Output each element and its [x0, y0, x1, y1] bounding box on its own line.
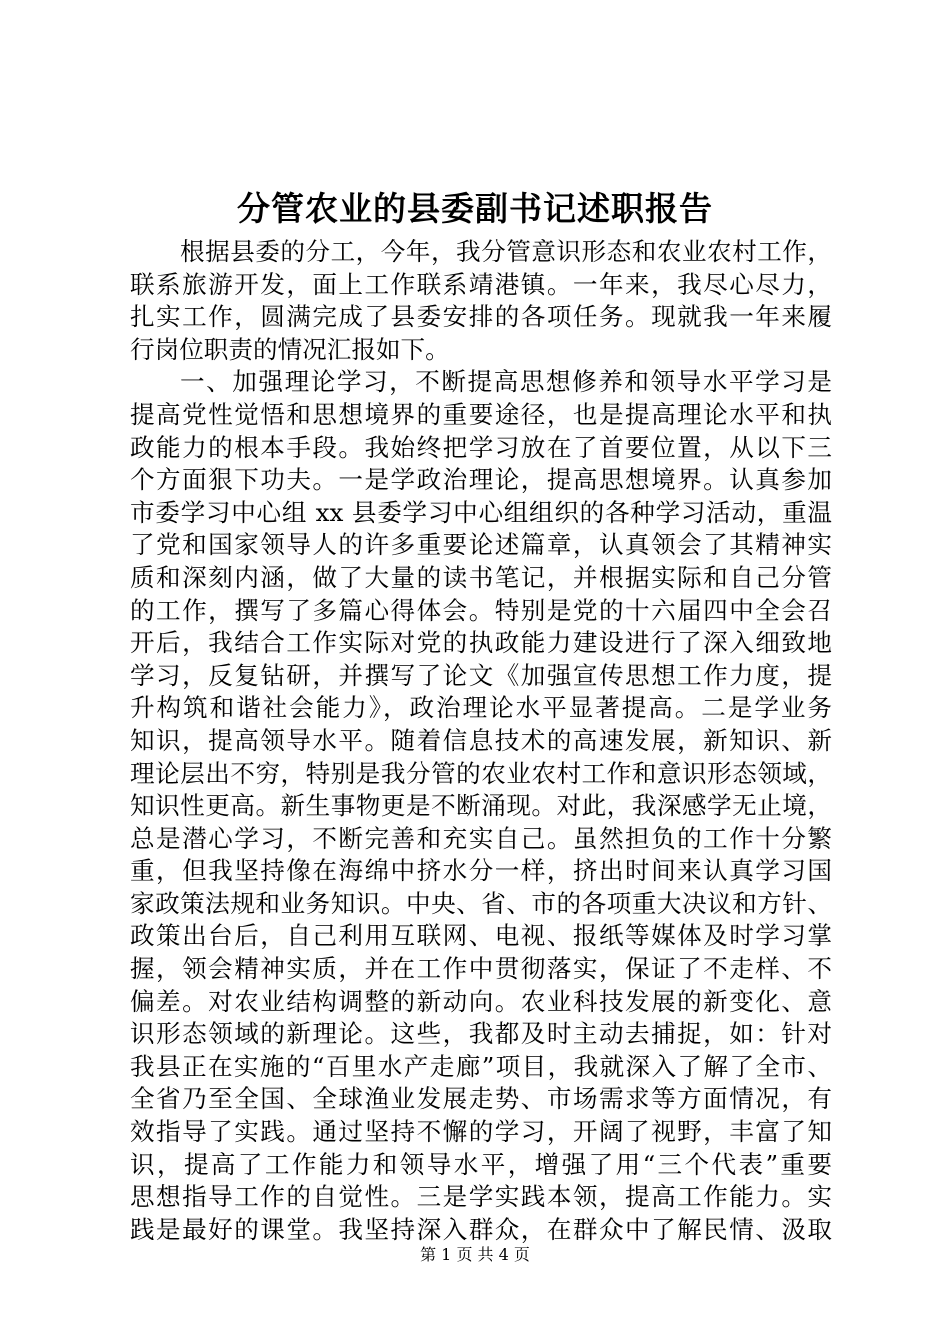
body-line: 联系旅游开发，面上工作联系靖港镇。一年来，我尽心尽力， — [130, 269, 832, 299]
body-line: 质和深刻内涵，做了大量的读书笔记，并根据实际和自己分管 — [130, 562, 832, 592]
body-line: 行岗位职责的情况汇报如下。 — [130, 334, 450, 364]
body-line: 知识性更高。新生事物更是不断涌现。对此，我深感学无止境， — [130, 791, 832, 821]
body-line: 的工作，撰写了多篇心得体会。特别是党的十六届四中全会召 — [130, 595, 832, 625]
body-line: 个方面狠下功夫。一是学政治理论，提高思想境界。认真参加 — [130, 465, 832, 495]
page-footer: 第 1 页 共 4 页 — [420, 1245, 530, 1264]
body-line: 学习，反复钻研，并撰写了论文《加强宣传思想工作力度，提 — [130, 660, 832, 690]
body-line: 扎实工作，圆满完成了县委安排的各项任务。现就我一年来履 — [130, 302, 832, 332]
body-line: 根据县委的分工，今年，我分管意识形态和农业农村工作， — [180, 237, 832, 266]
document-body — [130, 236, 832, 1246]
body-line: 开后，我结合工作实际对党的执政能力建设进行了深入细致地 — [130, 628, 832, 658]
body-line: 重，但我坚持像在海绵中挤水分一样，挤出时间来认真学习国 — [130, 856, 832, 886]
body-line: 全省乃至全国、全球渔业发展走势、市场需求等方面情况，有 — [130, 1084, 832, 1114]
body-line: 偏差。对农业结构调整的新动向。农业科技发展的新变化、意 — [130, 986, 832, 1016]
body-line: 识，提高了工作能力和领导水平，增强了用“三个代表”重要 — [130, 1149, 832, 1179]
body-line: 一、加强理论学习，不断提高思想修养和领导水平学习是 — [180, 367, 832, 397]
body-line: 家政策法规和业务知识。中央、省、市的各项重大决议和方针、 — [130, 888, 832, 918]
body-line: 践是最好的课堂。我坚持深入群众，在群众中了解民情、汲取 — [130, 1214, 832, 1244]
body-line: 政策出台后，自己利用互联网、电视、报纸等媒体及时学习掌 — [130, 921, 832, 951]
body-line: 思想指导工作的自觉性。三是学实践本领，提高工作能力。实 — [130, 1182, 832, 1212]
body-line: 提高党性觉悟和思想境界的重要途径，也是提高理论水平和执 — [130, 399, 832, 429]
body-line: 我县正在实施的“百里水产走廊”项目，我就深入了解了全市、 — [130, 1051, 832, 1081]
body-line: 握，领会精神实质，并在工作中贯彻落实，保证了不走样、不 — [130, 954, 832, 984]
body-line: 效指导了实践。通过坚持不懈的学习，开阔了视野，丰富了知 — [130, 1117, 832, 1147]
body-line: 理论层出不穷，特别是我分管的农业农村工作和意识形态领域， — [130, 758, 832, 788]
body-line: 市委学习中心组 xx 县委学习中心组组织的各种学习活动，重温 — [130, 497, 832, 527]
document-title: 分管农业的县委副书记述职报告 — [237, 189, 713, 228]
body-line: 了党和国家领导人的许多重要论述篇章，认真领会了其精神实 — [130, 530, 832, 560]
body-line: 知识，提高领导水平。随着信息技术的高速发展，新知识、新 — [130, 725, 832, 755]
body-line: 升构筑和谐社会能力》，政治理论水平显著提高。二是学业务 — [130, 693, 832, 723]
body-line: 总是潜心学习，不断完善和充实自己。虽然担负的工作十分繁 — [130, 823, 832, 853]
body-line: 识形态领域的新理论。这些，我都及时主动去捕捉，如：针对 — [130, 1019, 832, 1049]
body-line: 政能力的根本手段。我始终把学习放在了首要位置，从以下三 — [130, 432, 832, 462]
